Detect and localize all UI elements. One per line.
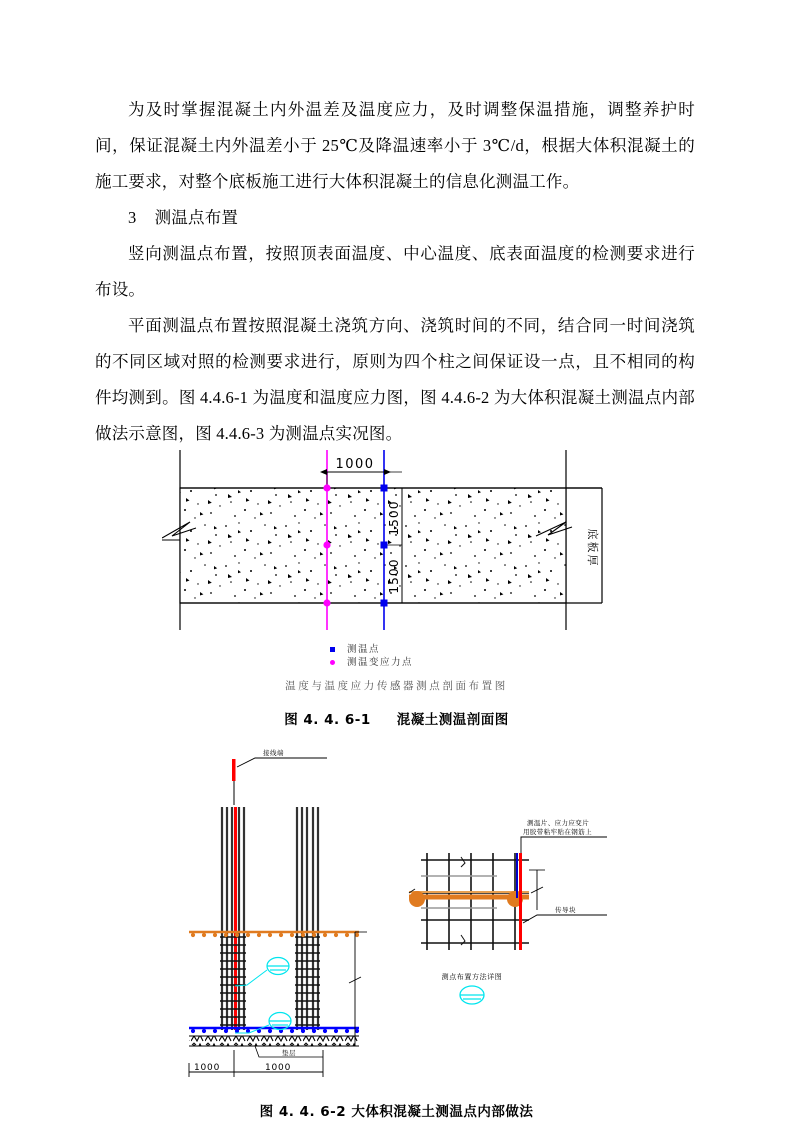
figure-1-title: [0, 708, 793, 728]
sensor-strip-left: [234, 807, 237, 1030]
section-number: 3: [128, 208, 137, 227]
stress-point-mid: [323, 541, 330, 548]
stress-point-swatch-icon: [330, 660, 335, 665]
paragraph-4: 平面测温点布置按照混凝土浇筑方向、浇筑时间的不同，结合同一时间浇筑的不同区域对照的检测要求进行，原则为四个柱之间保证设一点，且不相同的构件均测到。图 4.4.6-1 为温度和温度应力图，图 4.4.6-2 为大体积混凝土测温点内部做法示意图，图 4.4.6-3 为测温点实况图。: [95, 316, 695, 443]
label-sensor-note-1: 测温片、应力应变片: [526, 819, 589, 827]
dim-right-1000: 1000: [264, 1063, 291, 1073]
legend-label-measure-point: 测温点: [347, 644, 381, 655]
rebar-bundle-left: [222, 807, 244, 1030]
section-title: 测温点布置: [154, 208, 239, 227]
bottom-rebar-mesh-nodes: [190, 1029, 358, 1033]
dim-vertical-upper-1500: 1500: [386, 500, 401, 536]
measure-point-bottom: [380, 600, 387, 607]
paragraph-3: 竖向测温点布置，按照顶表面温度、中心温度、底表面温度的检测要求进行布设。: [95, 244, 695, 299]
conductor-block-left: [409, 891, 425, 907]
label-lead-wire: 接线端: [262, 749, 284, 757]
detail-caption: 测点布置方法详图: [441, 973, 502, 981]
body-text: [95, 92, 695, 452]
legend-label-stress-point: 测温变应力点: [347, 657, 414, 668]
detail-caption-balloon: [460, 986, 484, 1004]
sensor-lead-detail: [516, 853, 518, 898]
figure-1-name: 混凝土测温剖面图: [396, 712, 509, 728]
figure-2-title: 图 4. 4. 6-2 大体积混凝土测温点内部做法: [259, 1104, 534, 1120]
paragraph-1: 为及时掌握混凝土内外温差及温度应力，及时调整保温措施，调整养护时间，保证混凝土内外温差小于 25℃及降温速率小于 3℃/d，根据大体积混凝土的施工要求，对整个底板施工进行大体积混凝土的信息化测温工作。: [95, 100, 695, 191]
figure-1: [0, 440, 793, 730]
figure-1-number: 图 4. 4. 6-1: [284, 712, 371, 728]
measure-point-mid: [380, 542, 387, 549]
stress-point-top: [323, 484, 330, 491]
dim-vertical-lower-1500: 1500: [386, 558, 401, 594]
figure-1-subcaption: 温度与温度应力传感器测点剖面布置图: [285, 680, 508, 692]
legend-item-stress-point: [330, 656, 413, 669]
figure-2: [0, 745, 793, 1125]
label-sensor-note-2: 用胶带粘牢贴在钢筋上: [522, 828, 592, 836]
stress-point-bottom: [323, 599, 330, 606]
figure-1-legend: [330, 643, 413, 669]
slab-thickness-label: 底板厚: [585, 528, 599, 568]
sensor-strip-detail: [519, 853, 522, 950]
figure-2-drawing: [177, 745, 617, 1090]
dim-horizontal-1000: 1000: [334, 457, 375, 472]
dim-left-1000: 1000: [193, 1063, 220, 1073]
figure-1-drawing: [162, 440, 632, 640]
measure-point-swatch-icon: [330, 647, 335, 652]
label-cushion: 垫层: [281, 1049, 296, 1057]
top-rebar-mesh-nodes: [190, 933, 358, 937]
legend-item-measure-point: [330, 643, 413, 656]
paragraph-2-heading: [95, 200, 695, 236]
measure-point-top: [380, 485, 387, 492]
cushion-layer: [189, 1036, 359, 1046]
label-conductor-block: 传导块: [554, 906, 576, 914]
rebar-bundle-right: [297, 807, 318, 1030]
